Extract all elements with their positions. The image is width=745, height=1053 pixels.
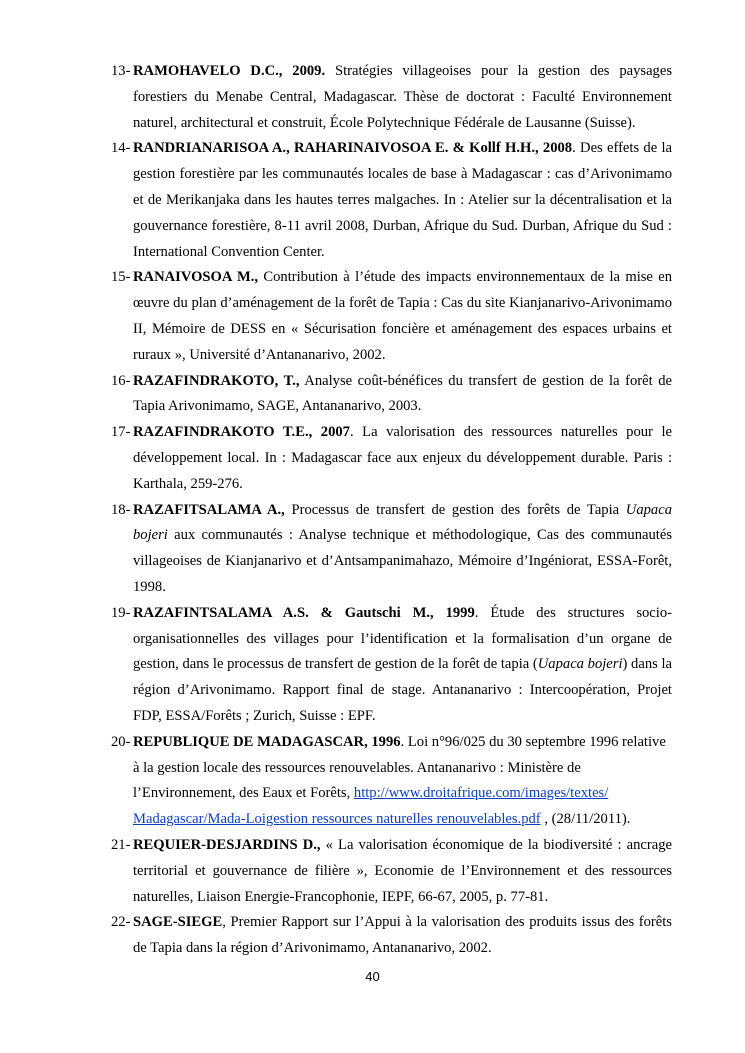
page-number: 40 [365, 969, 380, 984]
reference-author: REPUBLIQUE DE MADAGASCAR, 1996 [133, 733, 401, 750]
reference-number: 18- [111, 501, 131, 518]
reference-item [111, 498, 672, 601]
reference-author: RANDRIANARISOA A., RAHARINAIVOSOA E. & Kollf H.H., 2008 [133, 140, 573, 157]
reference-body: Analyse coût-bénéfices du transfert de gestion de la forêt de Tapia Arivonimamo, SAGE, Antananarivo, 2003. [133, 372, 673, 415]
reference-item [111, 833, 672, 910]
reference-text [133, 59, 672, 136]
reference-author: RAZAFINTSALAMA A.S. & Gautschi M., 1999 [133, 604, 475, 621]
reference-list [111, 59, 672, 962]
reference-body: « La valorisation économique de la biodiversité : ancrage territorial et gouvernance de filière », Economie de l’Environnement et des ressources naturelles, Liaison Energie-Francophonie, IEPF, 66-67, 2005, p. 77-81. [133, 836, 672, 905]
reference-item [111, 910, 672, 962]
reference-body: . Étude des structures socio-organisationnelles des villages pour l’identification et la formalisation d’un organe de gestion, dans le processus de transfert de gestion de la forêt de tapia ( [133, 604, 672, 673]
reference-text [133, 601, 672, 730]
reference-text [133, 833, 672, 910]
reference-number: 21- [111, 836, 131, 853]
reference-link-part1: http://www.droitafrique.com/images/textes/ [353, 785, 609, 802]
reference-author: RAZAFINDRAKOTO, T., [133, 372, 300, 389]
species-name: Uapaca bojeri [133, 501, 673, 544]
reference-text [133, 498, 672, 601]
reference-link-part2: Madagascar/Mada-Loigestion ressources naturelles renouvelables.pdf [133, 811, 541, 828]
reference-body-continued: ) dans la région d’Arivonimamo. Rapport final de stage. Antananarivo : Intercoopération, Projet FDP, ESSA/Forêts ; Zurich, Suisse : EPF. [133, 656, 673, 724]
reference-item [111, 265, 672, 368]
reference-body: . Des effets de la gestion forestière par les communautés locales de base à Madagascar : cas d’Arivonimamo et de Merikanjaka dans les hautes terres malgaches. In : Atelier sur la décentralisation et la gouvernance forestière, 8-11 avril 2008, Durban, Afrique du Sud. Durban, Afrique du Sud : International Convention Center. [133, 140, 673, 260]
reference-item [111, 136, 672, 265]
reference-item [111, 730, 672, 833]
reference-text [133, 369, 672, 421]
reference-number: 14- [111, 140, 131, 157]
reference-body-continued: , (28/11/2011). [540, 811, 631, 828]
reference-author: SAGE-SIEGE [133, 914, 223, 931]
reference-number: 17- [111, 424, 131, 441]
reference-number: 22- [111, 914, 131, 931]
reference-author: RANAIVOSOA M., [133, 269, 259, 286]
reference-number: 15- [111, 269, 131, 286]
reference-body: Processus de transfert de gestion des forêts de Tapia [284, 501, 626, 518]
reference-text [133, 730, 672, 833]
reference-number: 16- [111, 372, 131, 389]
reference-body: , Premier Rapport sur l’Appui à la valorisation des produits issus des forêts de Tapia dans la région d’Arivonimamo, Antananarivo, 2002. [133, 914, 672, 957]
reference-item [111, 601, 672, 730]
reference-author: RAZAFINDRAKOTO T.E., 2007 [133, 424, 350, 441]
reference-author: RAMOHAVELO D.C., 2009. [133, 63, 326, 79]
reference-text [133, 265, 672, 368]
reference-text [133, 910, 672, 962]
reference-number: 19- [111, 604, 131, 621]
reference-text [133, 136, 672, 265]
reference-number: 13- [111, 63, 131, 79]
reference-body: Stratégies villageoises pour la gestion des paysages forestiers du Menabe Central, Madagascar. Thèse de doctorat : Faculté Environnement naturel, architectural et construit, École Polytechnique Fédérale de Lausanne (Suisse). [133, 63, 672, 131]
species-name: Uapaca bojeri [537, 656, 623, 673]
reference-text [133, 420, 672, 497]
reference-author: RAZAFITSALAMA A., [133, 501, 285, 518]
reference-item [111, 420, 672, 497]
reference-item [111, 59, 672, 136]
reference-body: . Loi n°96/025 du 30 septembre 1996 relative à la gestion locale des ressources renouvelables. Antananarivo : Ministère de l’Environnement, des Eaux et Forêts, [133, 733, 666, 802]
reference-number: 20- [111, 733, 131, 750]
reference-body: Contribution à l’étude des impacts environnementaux de la mise en œuvre du plan d’aménagement de la forêt de Tapia : Cas du site Kianjanarivo-Arivonimamo II, Mémoire de DESS en « Sécurisation foncière et aménagement des espaces urbains et ruraux », Université d’Antananarivo, 2002. [133, 269, 673, 363]
reference-body: . La valorisation des ressources naturelles pour le développement local. In : Madagascar face aux enjeux du développement durable. Paris : Karthala, 259-276. [133, 424, 672, 492]
reference-item [111, 369, 672, 421]
reference-body-continued: aux communautés : Analyse technique et méthodologique, Cas des communautés villageoises de Kianjanarivo et d’Antsampanimahazo, Mémoire d’Ingéniorat, ESSA-Forêt, 1998. [133, 527, 672, 595]
reference-author: REQUIER-DESJARDINS D., [133, 836, 321, 853]
